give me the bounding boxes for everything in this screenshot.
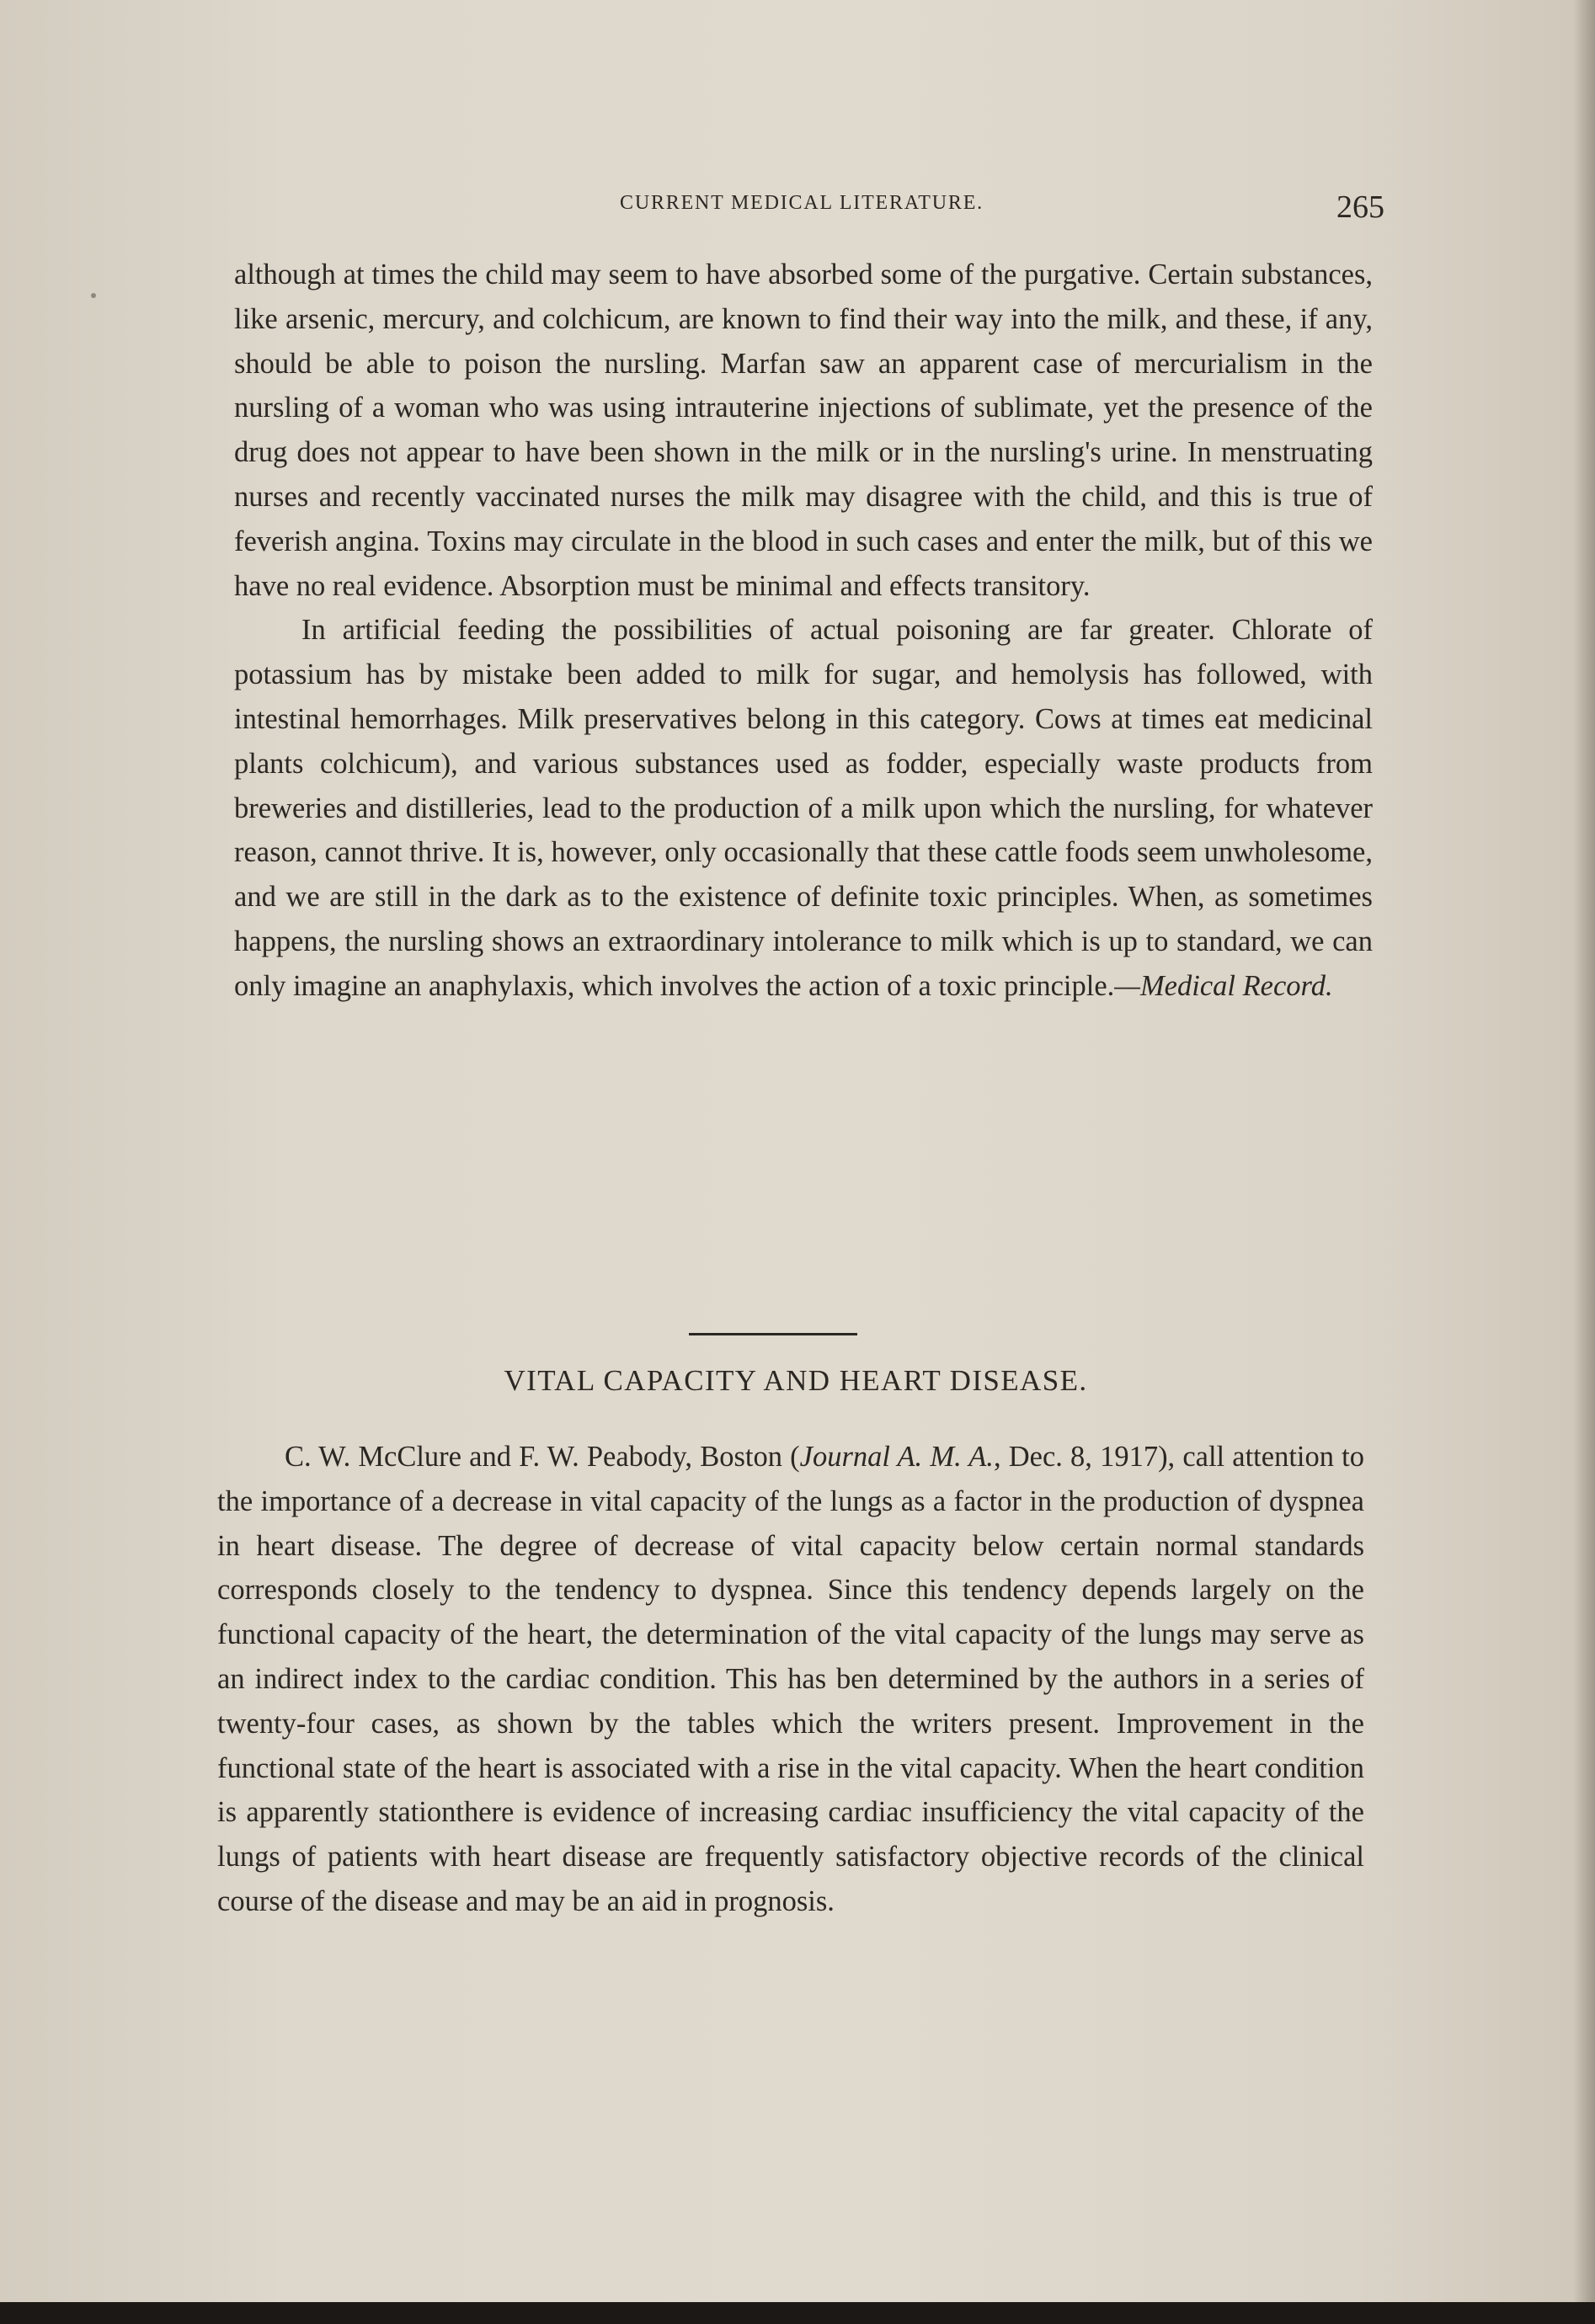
scan-border [0,2302,1595,2324]
paragraph-text: C. W. McClure and F. W. Peabody, Boston ( [285,1441,800,1473]
journal-citation: Journal A. M. A. [799,1441,994,1473]
source-citation: —Medical Record. [1114,969,1333,1002]
article-continuation [234,253,1373,1009]
paragraph-text: , Dec. 8, 1917), call attention to the importance of a decrease in vital capacity of the lungs as a factor in the production of dyspnea in heart disease. The degree of decrease of vital capacity below certain normal standards corresponds closely to the tendency to dyspnea. Since this tendency depends largely on the functional capacity of the heart, the determination of the vital capacity of the lungs may serve as an indirect index to the cardiac condition. This has ben determined by the authors in a series of twenty-four cases, as shown by the tables which the writers present. Improvement in the functional state of the heart is associated with a rise in the vital capacity. When the heart condition is apparently stationthere is evidence of increasing cardiac insufficiency the vital capacity of the lungs of patients with heart disease are frequently satisfactory objective records of the clinical course of the disease and may be an aid in prognosis. [217,1441,1364,1917]
section-divider [689,1333,857,1335]
page-edge-shadow [1573,0,1595,2324]
article-title: VITAL CAPACITY AND HEART DISEASE. [504,1364,1088,1397]
article-body [217,1435,1364,1924]
paragraph [217,1435,1364,1924]
paragraph [234,608,1373,1008]
running-head: CURRENT MEDICAL LITERATURE. [620,192,984,214]
paragraph-text: In artificial feeding the possibilities of actual poisoning are far greater. Chlorate of potassium has by mistake been added to milk for sugar, and hemolysis has followed, with intestinal hemorrhages. Milk preservatives belong in this category. Cows at times eat medicinal plants colchicum), and various substances used as fodder, especially waste products from breweries and distilleries, lead to the production of a milk upon which the nursling, for whatever reason, cannot thrive. It is, however, only occasionally that these cattle foods seem unwholesome, and we are still in the dark as to the existence of definite toxic principles. When, as sometimes happens, the nursling shows an extraordinary intolerance to milk which is up to standard, we can only imagine an anaphylaxis, which involves the action of a toxic principle. [234,614,1373,1002]
margin-mark [91,293,96,298]
page-number: 265 [1336,189,1384,225]
paragraph: although at times the child may seem to have absorbed some of the purgative. Certain substances, like arsenic, mercury, and colchicum, are known to find their way into the milk, and these, if any, should be able to poison the nursling. Marfan saw an apparent case of mercurialism in the nursling of a woman who was using intrauterine injections of sublimate, yet the presence of the drug does not appear to have been shown in the milk or in the nursling's urine. In menstruating nurses and recently vaccinated nurses the milk may disagree with the child, and this is true of feverish angina. Toxins may circulate in the blood in such cases and enter the milk, but of this we have no real evidence. Absorption must be minimal and effects transitory. [234,259,1373,602]
